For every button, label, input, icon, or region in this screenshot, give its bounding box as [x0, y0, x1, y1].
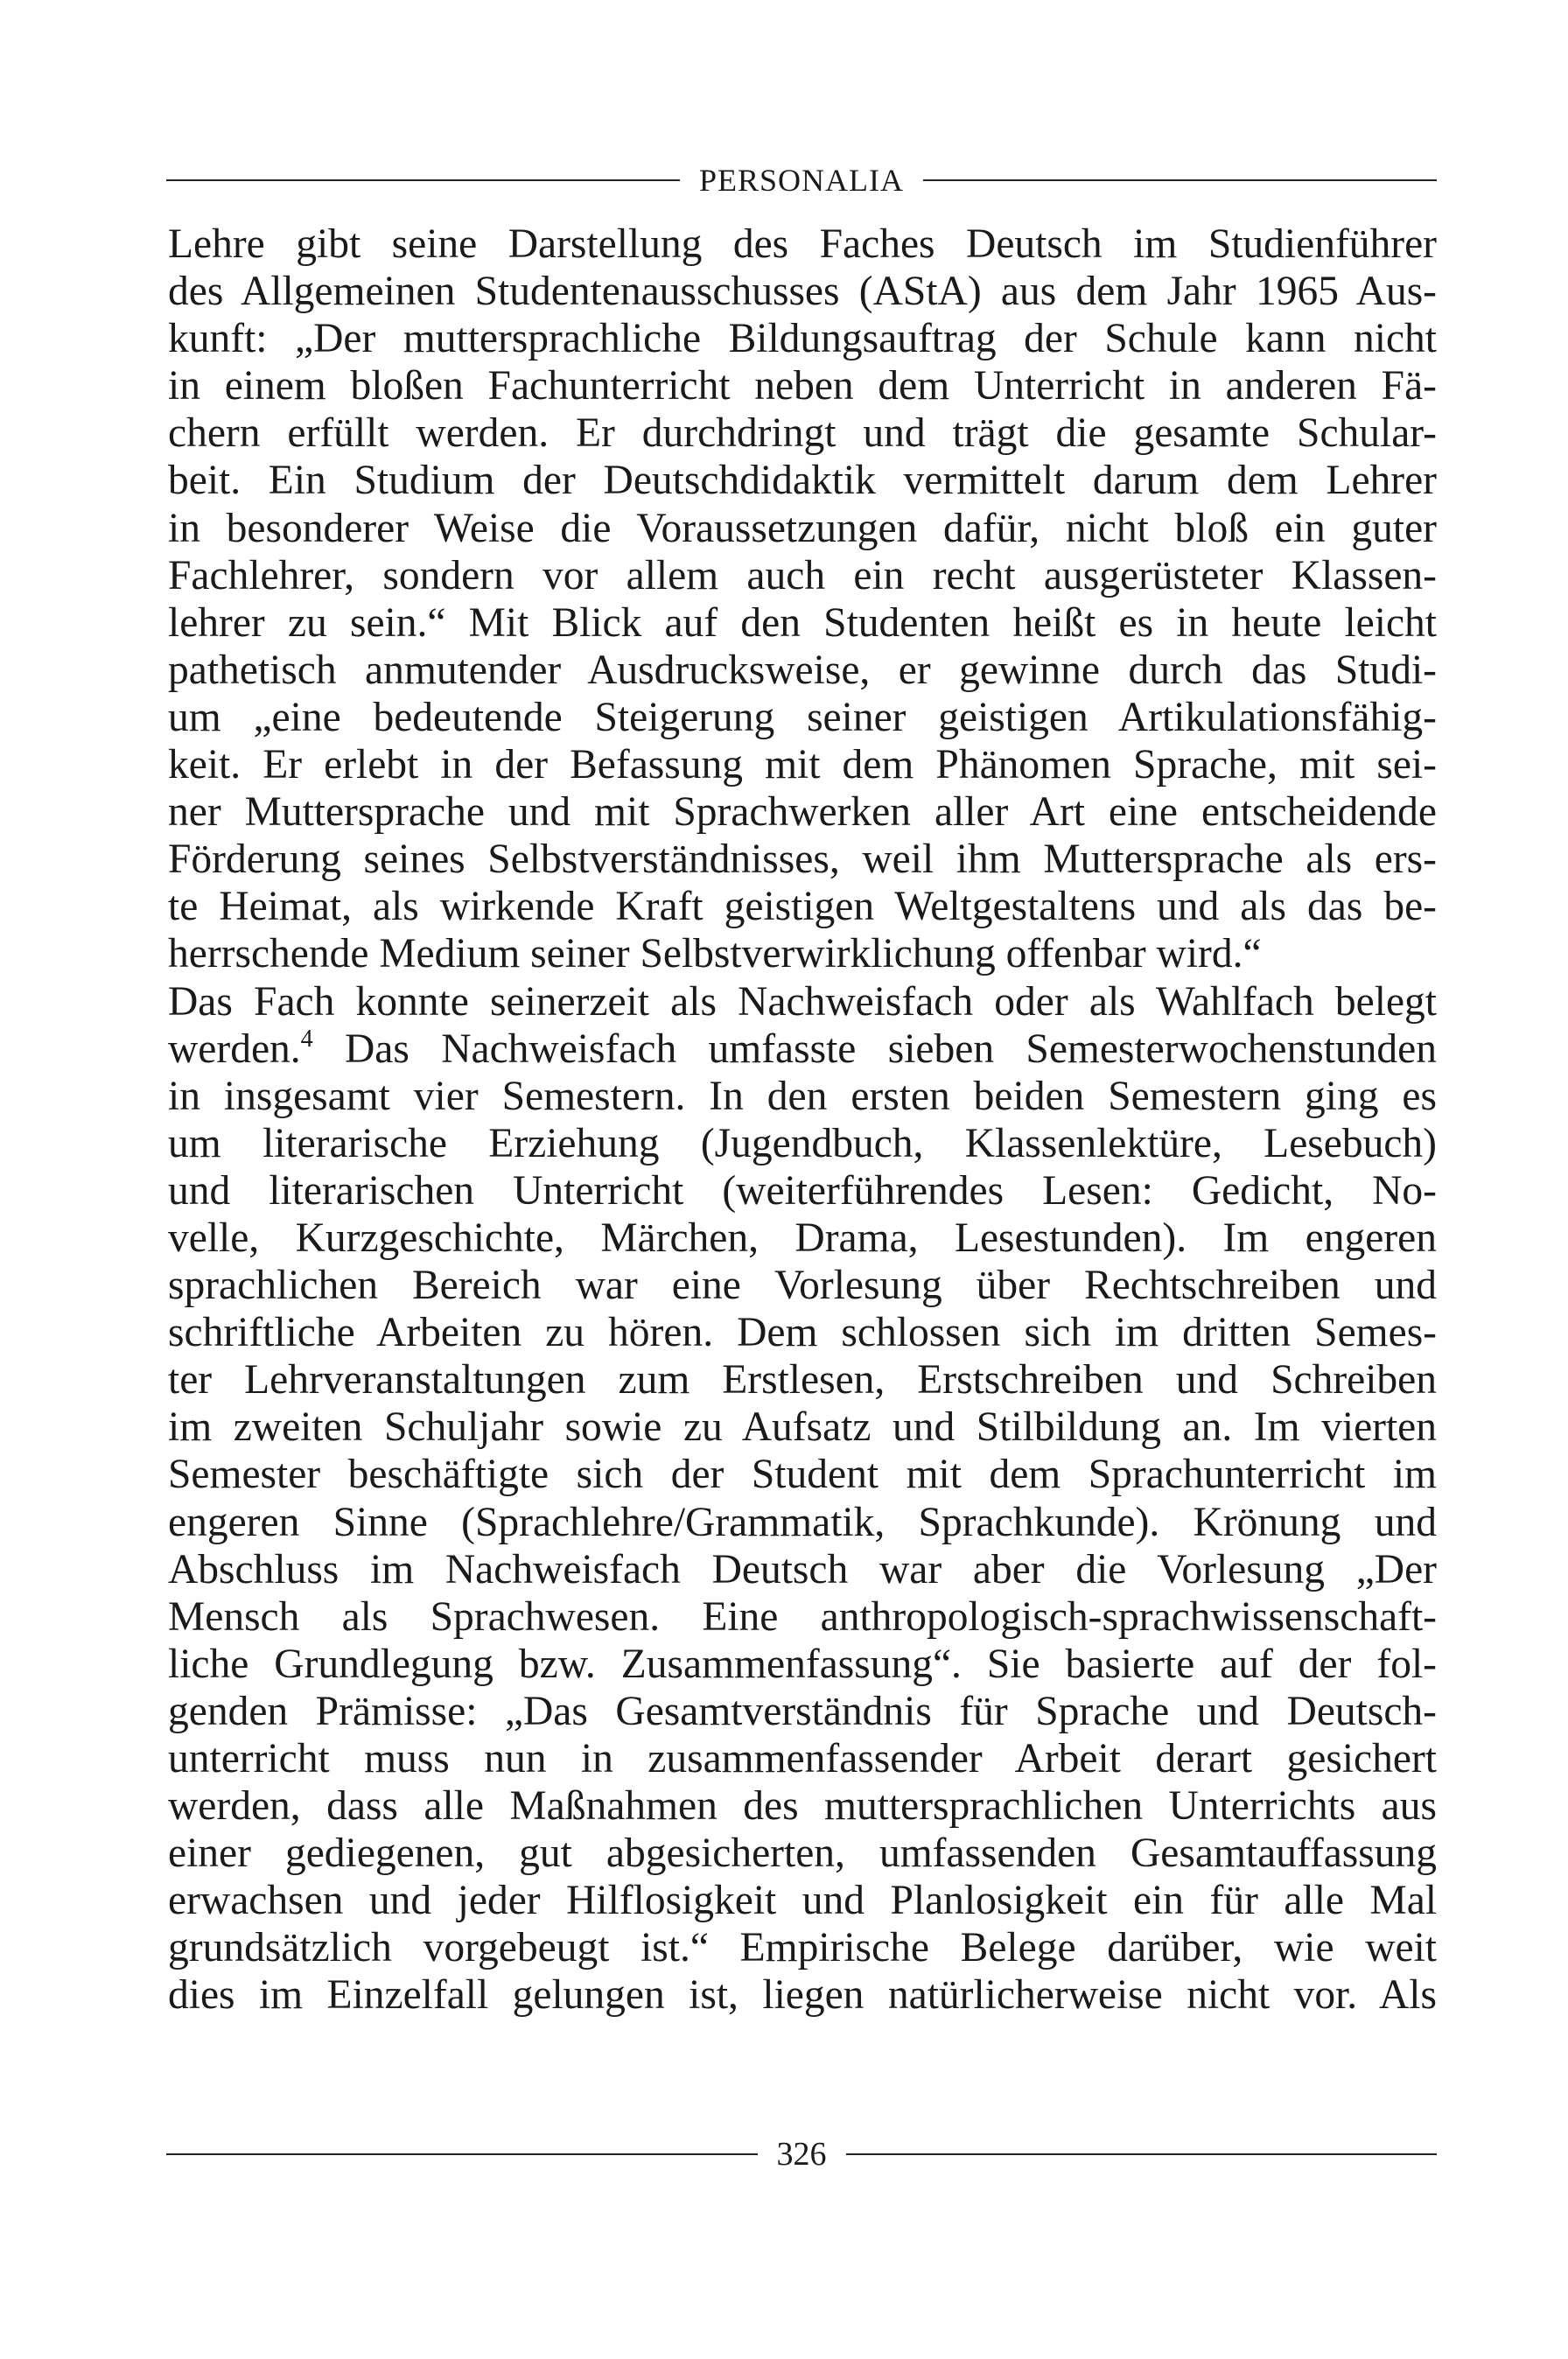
page-footer [166, 2130, 1437, 2179]
text-line: lehrer zu sein.“ Mit Blick auf den Studenten heißt es in heute leicht [168, 599, 1437, 646]
text-line: einer gediegenen, gut abgesicherten, umfassenden Gesamtauffassung [168, 1830, 1437, 1877]
header-rule-left [166, 179, 680, 181]
text-line: Fachlehrer, sondern vor allem auch ein recht ausgerüsteter Klassen- [168, 552, 1437, 598]
text-line: Das Fach konnte seinerzeit als Nachweisfach oder als Wahlfach belegt [168, 978, 1437, 1025]
text-line: in besonderer Weise die Voraussetzungen dafür, nicht bloß ein guter [168, 505, 1437, 551]
text-line: und literarischen Unterricht (weiterführendes Lesen: Gedicht, No- [168, 1167, 1437, 1214]
text-line: beit. Ein Studium der Deutschdidaktik vermittelt darum dem Lehrer [168, 458, 1437, 504]
text-line: des Allgemeinen Studentenausschusses (AStA) aus dem Jahr 1965 Aus- [168, 269, 1437, 315]
text-line: ner Muttersprache und mit Sprachwerken aller Art eine entscheidende [168, 789, 1437, 836]
text-line: te Heimat, als wirkende Kraft geistigen Weltgestaltens und als das be- [168, 884, 1437, 930]
text-line: in einem bloßen Fachunterricht neben dem Unterricht in anderen Fä- [168, 363, 1437, 410]
page-number: 326 [776, 2136, 827, 2173]
text-line: keit. Er erlebt in der Befassung mit dem Phänomen Sprache, mit sei- [168, 742, 1437, 788]
text-line: Abschluss im Nachweisfach Deutsch war aber die Vorlesung „Der [168, 1546, 1437, 1592]
text-line: um literarische Erziehung (Jugendbuch, Klassenlektüre, Lesebuch) [168, 1120, 1437, 1166]
text-segment: werden. [168, 1026, 301, 1072]
text-line: velle, Kurzgeschichte, Märchen, Drama, Lesestunden). Im engeren [168, 1214, 1437, 1261]
text-line: Lehre gibt seine Darstellung des Faches Deutsch im Studienführer [168, 221, 1437, 267]
text-line: Mensch als Sprachwesen. Eine anthropologisch-sprachwissenschaft- [168, 1593, 1437, 1640]
text-line: dies im Einzelfall gelungen ist, liegen natürlicherweise nicht vor. Als [168, 1972, 1437, 2019]
text-line: um „eine bedeutende Steigerung seiner geistigen Artikulationsfähig- [168, 694, 1437, 740]
text-line: genden Prämisse: „Das Gesamtverständnis für Sprache und Deutsch- [168, 1688, 1437, 1734]
text-line: kunft: „Der muttersprachliche Bildungsauftrag der Schule kann nicht [168, 316, 1437, 362]
text-line: werden, dass alle Maßnahmen des muttersprachlichen Unterrichts aus [168, 1783, 1437, 1830]
text-line-with-footnote [168, 1026, 1437, 1073]
running-header [166, 156, 1437, 205]
text-line: Semester beschäftigte sich der Student mit dem Sprachunterricht im [168, 1452, 1437, 1498]
body-text [168, 220, 1437, 2020]
running-title: PERSONALIA [699, 163, 905, 198]
text-line: grundsätzlich vorgebeugt ist.“ Empirische Belege darüber, wie weit [168, 1925, 1437, 1971]
text-line: schriftliche Arbeiten zu hören. Dem schlossen sich im dritten Semes- [168, 1310, 1437, 1356]
text-line: erwachsen und jeder Hilflosigkeit und Planlosigkeit ein für alle Mal [168, 1878, 1437, 1924]
text-line: engeren Sinne (Sprachlehre/Grammatik, Sprachkunde). Krönung und [168, 1499, 1437, 1545]
text-segment: Das Nachweisfach umfasste sieben Semesterwochenstunden [312, 1026, 1437, 1072]
footnote-reference[interactable]: 4 [300, 1025, 313, 1053]
paragraph-end-line: herrschende Medium seiner Selbstverwirklichung offenbar wird.“ [168, 931, 1262, 977]
text-line: unterricht muss nun in zusammenfassender Arbeit derart gesichert [168, 1736, 1437, 1782]
text-line: sprachlichen Bereich war eine Vorlesung über Rechtschreiben und [168, 1263, 1437, 1309]
header-rule-right [923, 179, 1437, 181]
footer-rule-left [166, 2153, 758, 2155]
text-line: liche Grundlegung bzw. Zusammenfassung“. Sie basierte auf der fol- [168, 1641, 1437, 1687]
text-line: Förderung seines Selbstverständnisses, weil ihm Muttersprache als ers- [168, 836, 1437, 883]
footer-rule-right [846, 2153, 1438, 2155]
text-line: chern erfüllt werden. Er durchdringt und trägt die gesamte Schular- [168, 410, 1437, 457]
text-line: pathetisch anmutender Ausdrucksweise, er gewinne durch das Studi- [168, 647, 1437, 693]
text-line: ter Lehrveranstaltungen zum Erstlesen, Erstschreiben und Schreiben [168, 1357, 1437, 1404]
text-line: im zweiten Schuljahr sowie zu Aufsatz und Stilbildung an. Im vierten [168, 1404, 1437, 1451]
text-line: in insgesamt vier Semestern. In den ersten beiden Semestern ging es [168, 1073, 1437, 1119]
